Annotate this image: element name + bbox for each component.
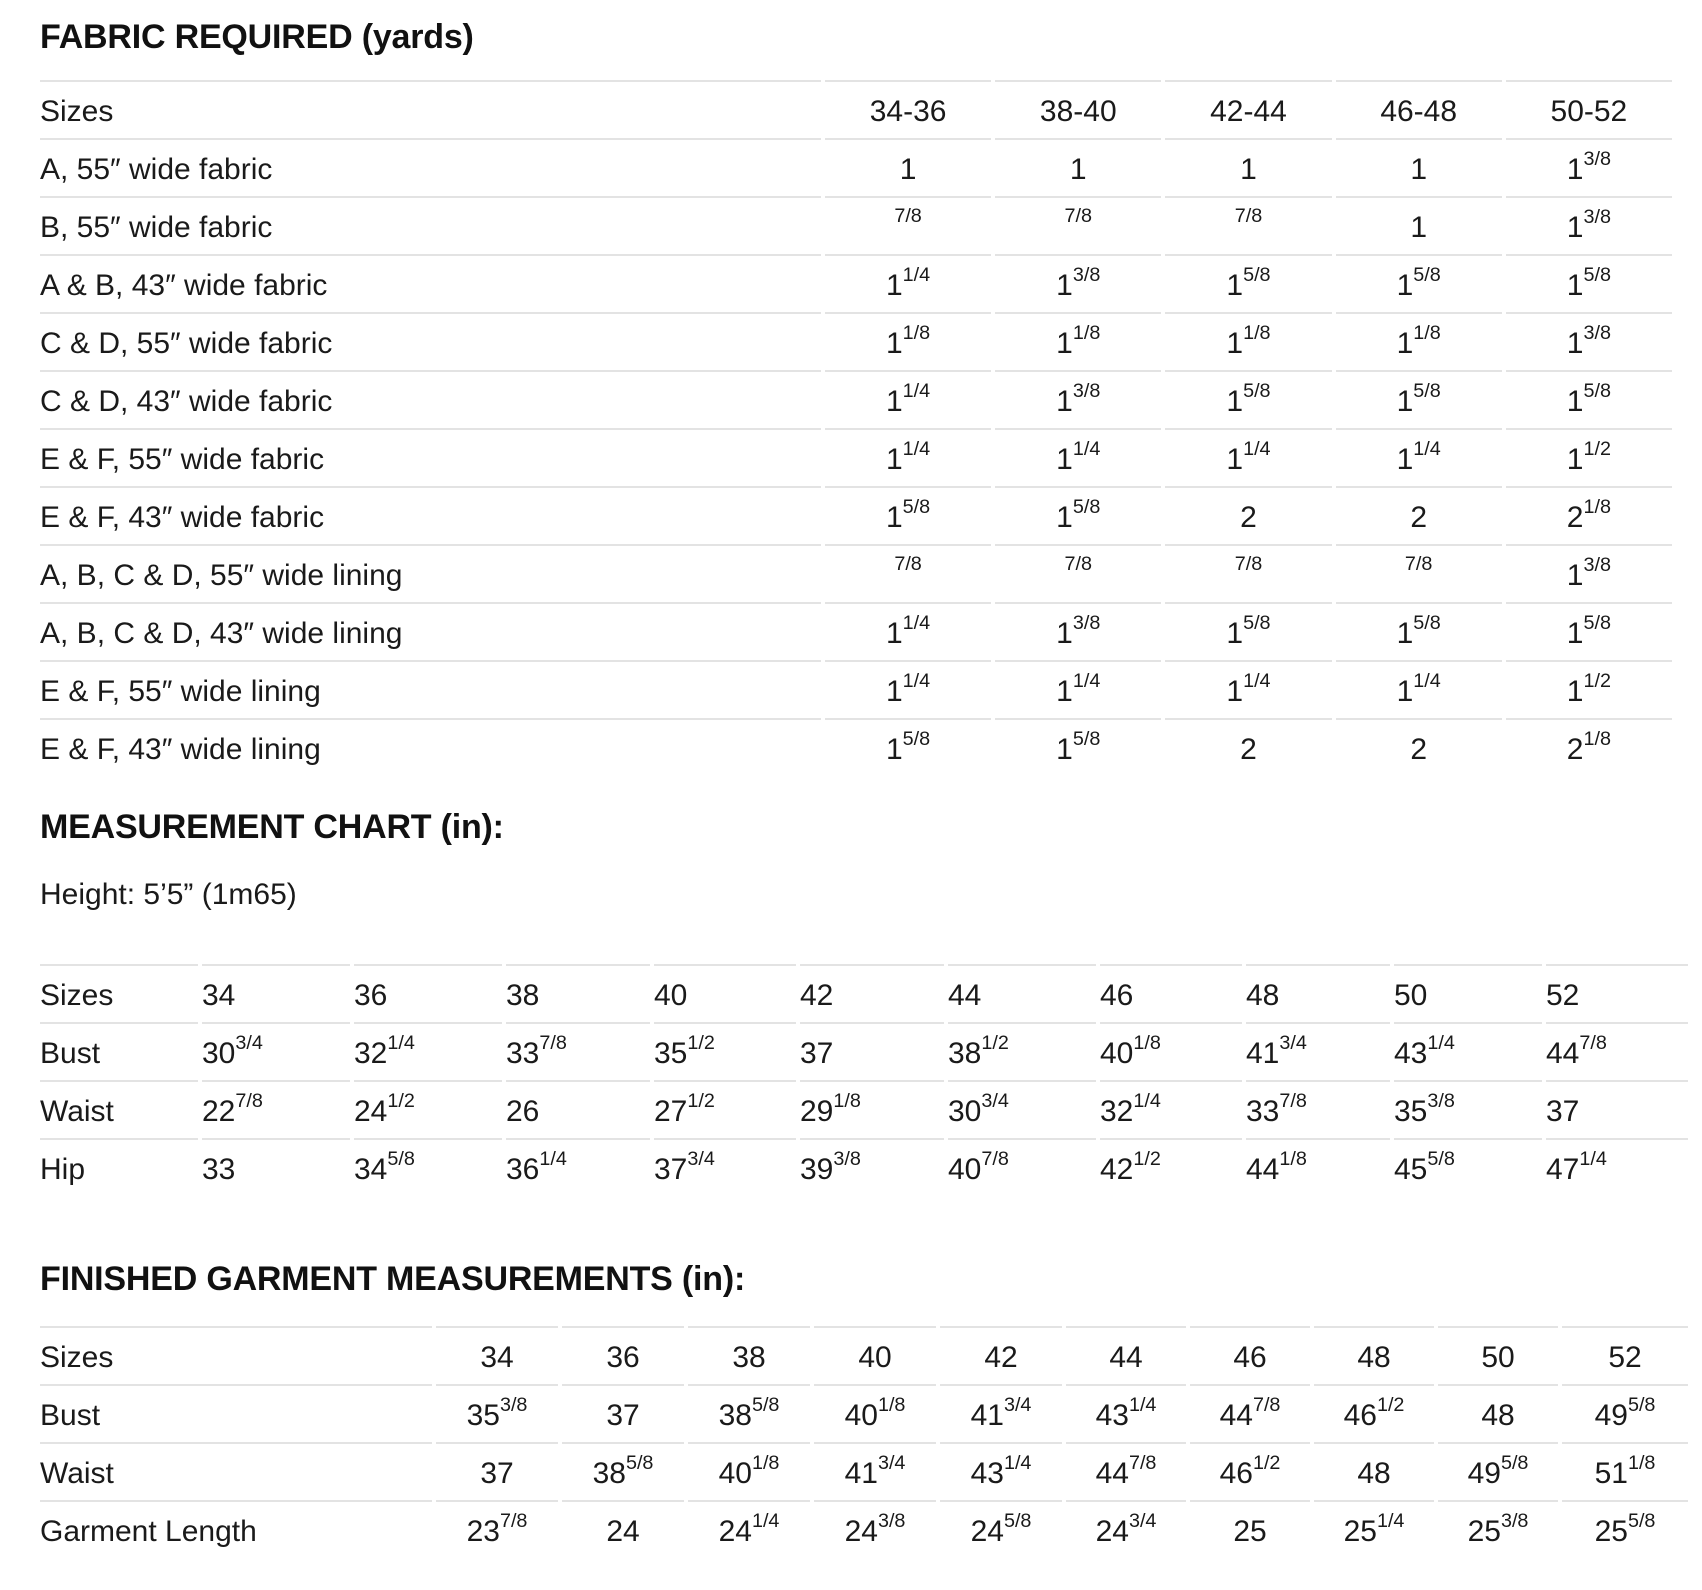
value-cell: $49^{5/8}$ [1562,1384,1688,1442]
value-cell: $1^{1/4}$ [1165,428,1331,486]
value-cell: 2 [1165,486,1331,544]
value-cell: $41^{3/4}$ [1246,1022,1390,1080]
value-cell: $33^{7/8}$ [1246,1080,1390,1138]
value-cell: $1^{5/8}$ [1506,254,1672,312]
value-cell: $1^{1/4}$ [825,254,991,312]
table-row [40,544,1672,602]
value-cell: $46^{1/2}$ [1190,1442,1310,1500]
value-cell: $24^{1/2}$ [354,1080,502,1138]
value-cell: 48 [1314,1442,1434,1500]
value-cell: $36^{1/4}$ [506,1138,650,1196]
value-cell: $30^{3/4}$ [202,1022,350,1080]
value-cell: $34^{5/8}$ [354,1138,502,1196]
value-cell: $41^{3/4}$ [814,1442,936,1500]
value-cell: $1^{3/8}$ [1506,312,1672,370]
value-cell: 2 [1336,718,1502,776]
row-label: A, B, C & D, 43″ wide lining [40,602,821,660]
size-header-cell: 52 [1546,964,1688,1022]
table-row [40,718,1672,776]
size-header-cell: 40 [654,964,796,1022]
finished-garment-table [36,1326,1692,1558]
size-header-cell: 38-40 [995,80,1161,138]
row-label: Garment Length [40,1500,432,1558]
table-row [40,370,1672,428]
value-cell: 26 [506,1080,650,1138]
value-cell: $1^{5/8}$ [995,718,1161,776]
value-cell: $32^{1/4}$ [1100,1080,1242,1138]
value-cell: $1^{5/8}$ [1506,370,1672,428]
value-cell: 37 [562,1384,684,1442]
table-row [40,1080,1688,1138]
value-cell: 48 [1438,1384,1558,1442]
row-label: E & F, 43″ wide fabric [40,486,821,544]
value-cell: $1^{1/8}$ [995,312,1161,370]
table-row [40,660,1672,718]
value-cell: $49^{5/8}$ [1438,1442,1558,1500]
value-cell: $51^{1/8}$ [1562,1442,1688,1500]
value-cell: $38^{5/8}$ [688,1384,810,1442]
row-label: C & D, 55″ wide fabric [40,312,821,370]
value-cell: $44^{7/8}$ [1066,1442,1186,1500]
row-label: Waist [40,1080,198,1138]
value-cell: 24 [562,1500,684,1558]
size-header-cell: 34 [202,964,350,1022]
value-cell: $1^{3/8}$ [1506,544,1672,602]
value-cell: $24^{1/4}$ [688,1500,810,1558]
table-row [40,428,1672,486]
value-cell: $44^{7/8}$ [1546,1022,1688,1080]
measurement-chart-table [36,964,1692,1196]
value-cell: 1 [995,138,1161,196]
value-cell: $1^{5/8}$ [1336,602,1502,660]
value-cell: $1^{1/4}$ [825,602,991,660]
value-cell: $47^{1/4}$ [1546,1138,1688,1196]
value-cell: 7/8 [1336,544,1502,602]
size-header-cell: 48 [1246,964,1390,1022]
value-cell: 7/8 [825,196,991,254]
value-cell: $23^{7/8}$ [436,1500,558,1558]
value-cell: $40^{1/8}$ [688,1442,810,1500]
size-header-cell: 48 [1314,1326,1434,1384]
value-cell: $41^{3/4}$ [940,1384,1062,1442]
size-header-cell: 52 [1562,1326,1688,1384]
row-label: A, B, C & D, 55″ wide lining [40,544,821,602]
table-row [40,486,1672,544]
value-cell: $30^{3/4}$ [948,1080,1096,1138]
size-header-cell: 36 [562,1326,684,1384]
value-cell: $33^{7/8}$ [506,1022,650,1080]
value-cell: $40^{1/8}$ [814,1384,936,1442]
value-cell: $43^{1/4}$ [940,1442,1062,1500]
row-label: C & D, 43″ wide fabric [40,370,821,428]
value-cell: $1^{5/8}$ [1336,370,1502,428]
table-row [40,1500,1688,1558]
value-cell: $32^{1/4}$ [354,1022,502,1080]
value-cell: $22^{7/8}$ [202,1080,350,1138]
row-label: A & B, 43″ wide fabric [40,254,821,312]
row-label: Bust [40,1384,432,1442]
row-label: E & F, 55″ wide lining [40,660,821,718]
value-cell: $39^{3/8}$ [800,1138,944,1196]
value-cell: $27^{1/2}$ [654,1080,796,1138]
row-label: Waist [40,1442,432,1500]
size-header-cell: 46 [1190,1326,1310,1384]
value-cell: $1^{1/4}$ [825,428,991,486]
size-header-cell: 46 [1100,964,1242,1022]
row-label: B, 55″ wide fabric [40,196,821,254]
value-cell: $1^{3/8}$ [1506,196,1672,254]
value-cell: 2 [1336,486,1502,544]
value-cell: $1^{5/8}$ [825,718,991,776]
size-header-cell: 38 [506,964,650,1022]
value-cell: $1^{3/8}$ [995,254,1161,312]
size-header-cell: 36 [354,964,502,1022]
value-cell: $45^{5/8}$ [1394,1138,1542,1196]
table-row [40,196,1672,254]
table-header-row [40,1326,1688,1384]
table-header-row [40,80,1672,138]
value-cell: $35^{3/8}$ [1394,1080,1542,1138]
value-cell: $35^{1/2}$ [654,1022,796,1080]
value-cell: $1^{5/8}$ [1165,370,1331,428]
value-cell: 7/8 [1165,196,1331,254]
value-cell: $1^{1/4}$ [995,660,1161,718]
value-cell: $1^{1/4}$ [1336,660,1502,718]
value-cell: $1^{1/8}$ [825,312,991,370]
value-cell: $43^{1/4}$ [1394,1022,1542,1080]
value-cell: $40^{1/8}$ [1100,1022,1242,1080]
value-cell: 2 [1165,718,1331,776]
size-header-cell: 46-48 [1336,80,1502,138]
value-cell: 7/8 [995,196,1161,254]
value-cell: $46^{1/2}$ [1314,1384,1434,1442]
fabric-required-table [36,80,1676,776]
value-cell: $1^{1/4}$ [1336,428,1502,486]
table-row [40,1022,1688,1080]
value-cell: $38^{5/8}$ [562,1442,684,1500]
value-cell: $38^{1/2}$ [948,1022,1096,1080]
size-header-cell: 42 [800,964,944,1022]
value-cell: $1^{3/8}$ [995,370,1161,428]
value-cell: $1^{5/8}$ [1165,602,1331,660]
table-row [40,1442,1688,1500]
value-cell: 7/8 [995,544,1161,602]
value-cell: $2^{1/8}$ [1506,718,1672,776]
value-cell: $1^{5/8}$ [1165,254,1331,312]
measurement-chart-title: MEASUREMENT CHART (in): [40,808,504,846]
size-header-cell: 44 [948,964,1096,1022]
table-row [40,1384,1688,1442]
value-cell: 25 [1190,1500,1310,1558]
table-row [40,138,1672,196]
fabric-required-title: FABRIC REQUIRED (yards) [40,18,474,56]
value-cell: $1^{1/2}$ [1506,660,1672,718]
value-cell: $1^{5/8}$ [1506,602,1672,660]
value-cell: $2^{1/8}$ [1506,486,1672,544]
value-cell: $25^{5/8}$ [1562,1500,1688,1558]
value-cell: $1^{5/8}$ [995,486,1161,544]
value-cell: 37 [1546,1080,1688,1138]
value-cell: $37^{3/4}$ [654,1138,796,1196]
value-cell: 7/8 [1165,544,1331,602]
value-cell: $1^{1/4}$ [1165,660,1331,718]
value-cell: $44^{7/8}$ [1190,1384,1310,1442]
value-cell: 1 [825,138,991,196]
value-cell: $25^{1/4}$ [1314,1500,1434,1558]
height-note: Height: 5’5” (1m65) [40,878,297,911]
size-header-cell: 40 [814,1326,936,1384]
value-cell: $1^{1/8}$ [1336,312,1502,370]
value-cell: $1^{3/8}$ [1506,138,1672,196]
table-row [40,1138,1688,1196]
size-header-cell: 50 [1394,964,1542,1022]
value-cell: $24^{5/8}$ [940,1500,1062,1558]
sizes-header-label: Sizes [40,1326,432,1384]
value-cell: $25^{3/8}$ [1438,1500,1558,1558]
row-label: E & F, 55″ wide fabric [40,428,821,486]
sizes-header-label: Sizes [40,964,198,1022]
value-cell: 1 [1336,196,1502,254]
size-header-cell: 34-36 [825,80,991,138]
value-cell: 33 [202,1138,350,1196]
size-header-cell: 42-44 [1165,80,1331,138]
row-label: E & F, 43″ wide lining [40,718,821,776]
value-cell: $1^{3/8}$ [995,602,1161,660]
value-cell: $35^{3/8}$ [436,1384,558,1442]
row-label: A, 55″ wide fabric [40,138,821,196]
value-cell: $1^{1/4}$ [825,370,991,428]
size-header-cell: 34 [436,1326,558,1384]
value-cell: $24^{3/8}$ [814,1500,936,1558]
row-label: Hip [40,1138,198,1196]
sizes-header-label: Sizes [40,80,821,138]
value-cell: $43^{1/4}$ [1066,1384,1186,1442]
table-row [40,602,1672,660]
table-row [40,312,1672,370]
table-header-row [40,964,1688,1022]
value-cell: $24^{3/4}$ [1066,1500,1186,1558]
value-cell: 37 [800,1022,944,1080]
value-cell: $1^{1/4}$ [825,660,991,718]
value-cell: $42^{1/2}$ [1100,1138,1242,1196]
value-cell: $1^{1/4}$ [995,428,1161,486]
size-header-cell: 38 [688,1326,810,1384]
value-cell: $1^{5/8}$ [825,486,991,544]
row-label: Bust [40,1022,198,1080]
value-cell: $1^{1/2}$ [1506,428,1672,486]
value-cell: 37 [436,1442,558,1500]
value-cell: $1^{1/8}$ [1165,312,1331,370]
value-cell: $40^{7/8}$ [948,1138,1096,1196]
value-cell: 1 [1336,138,1502,196]
finished-garment-title: FINISHED GARMENT MEASUREMENTS (in): [40,1260,746,1298]
size-header-cell: 42 [940,1326,1062,1384]
value-cell: $44^{1/8}$ [1246,1138,1390,1196]
value-cell: 1 [1165,138,1331,196]
size-header-cell: 44 [1066,1326,1186,1384]
value-cell: 7/8 [825,544,991,602]
size-header-cell: 50-52 [1506,80,1672,138]
table-row [40,254,1672,312]
value-cell: $1^{5/8}$ [1336,254,1502,312]
size-header-cell: 50 [1438,1326,1558,1384]
value-cell: $29^{1/8}$ [800,1080,944,1138]
